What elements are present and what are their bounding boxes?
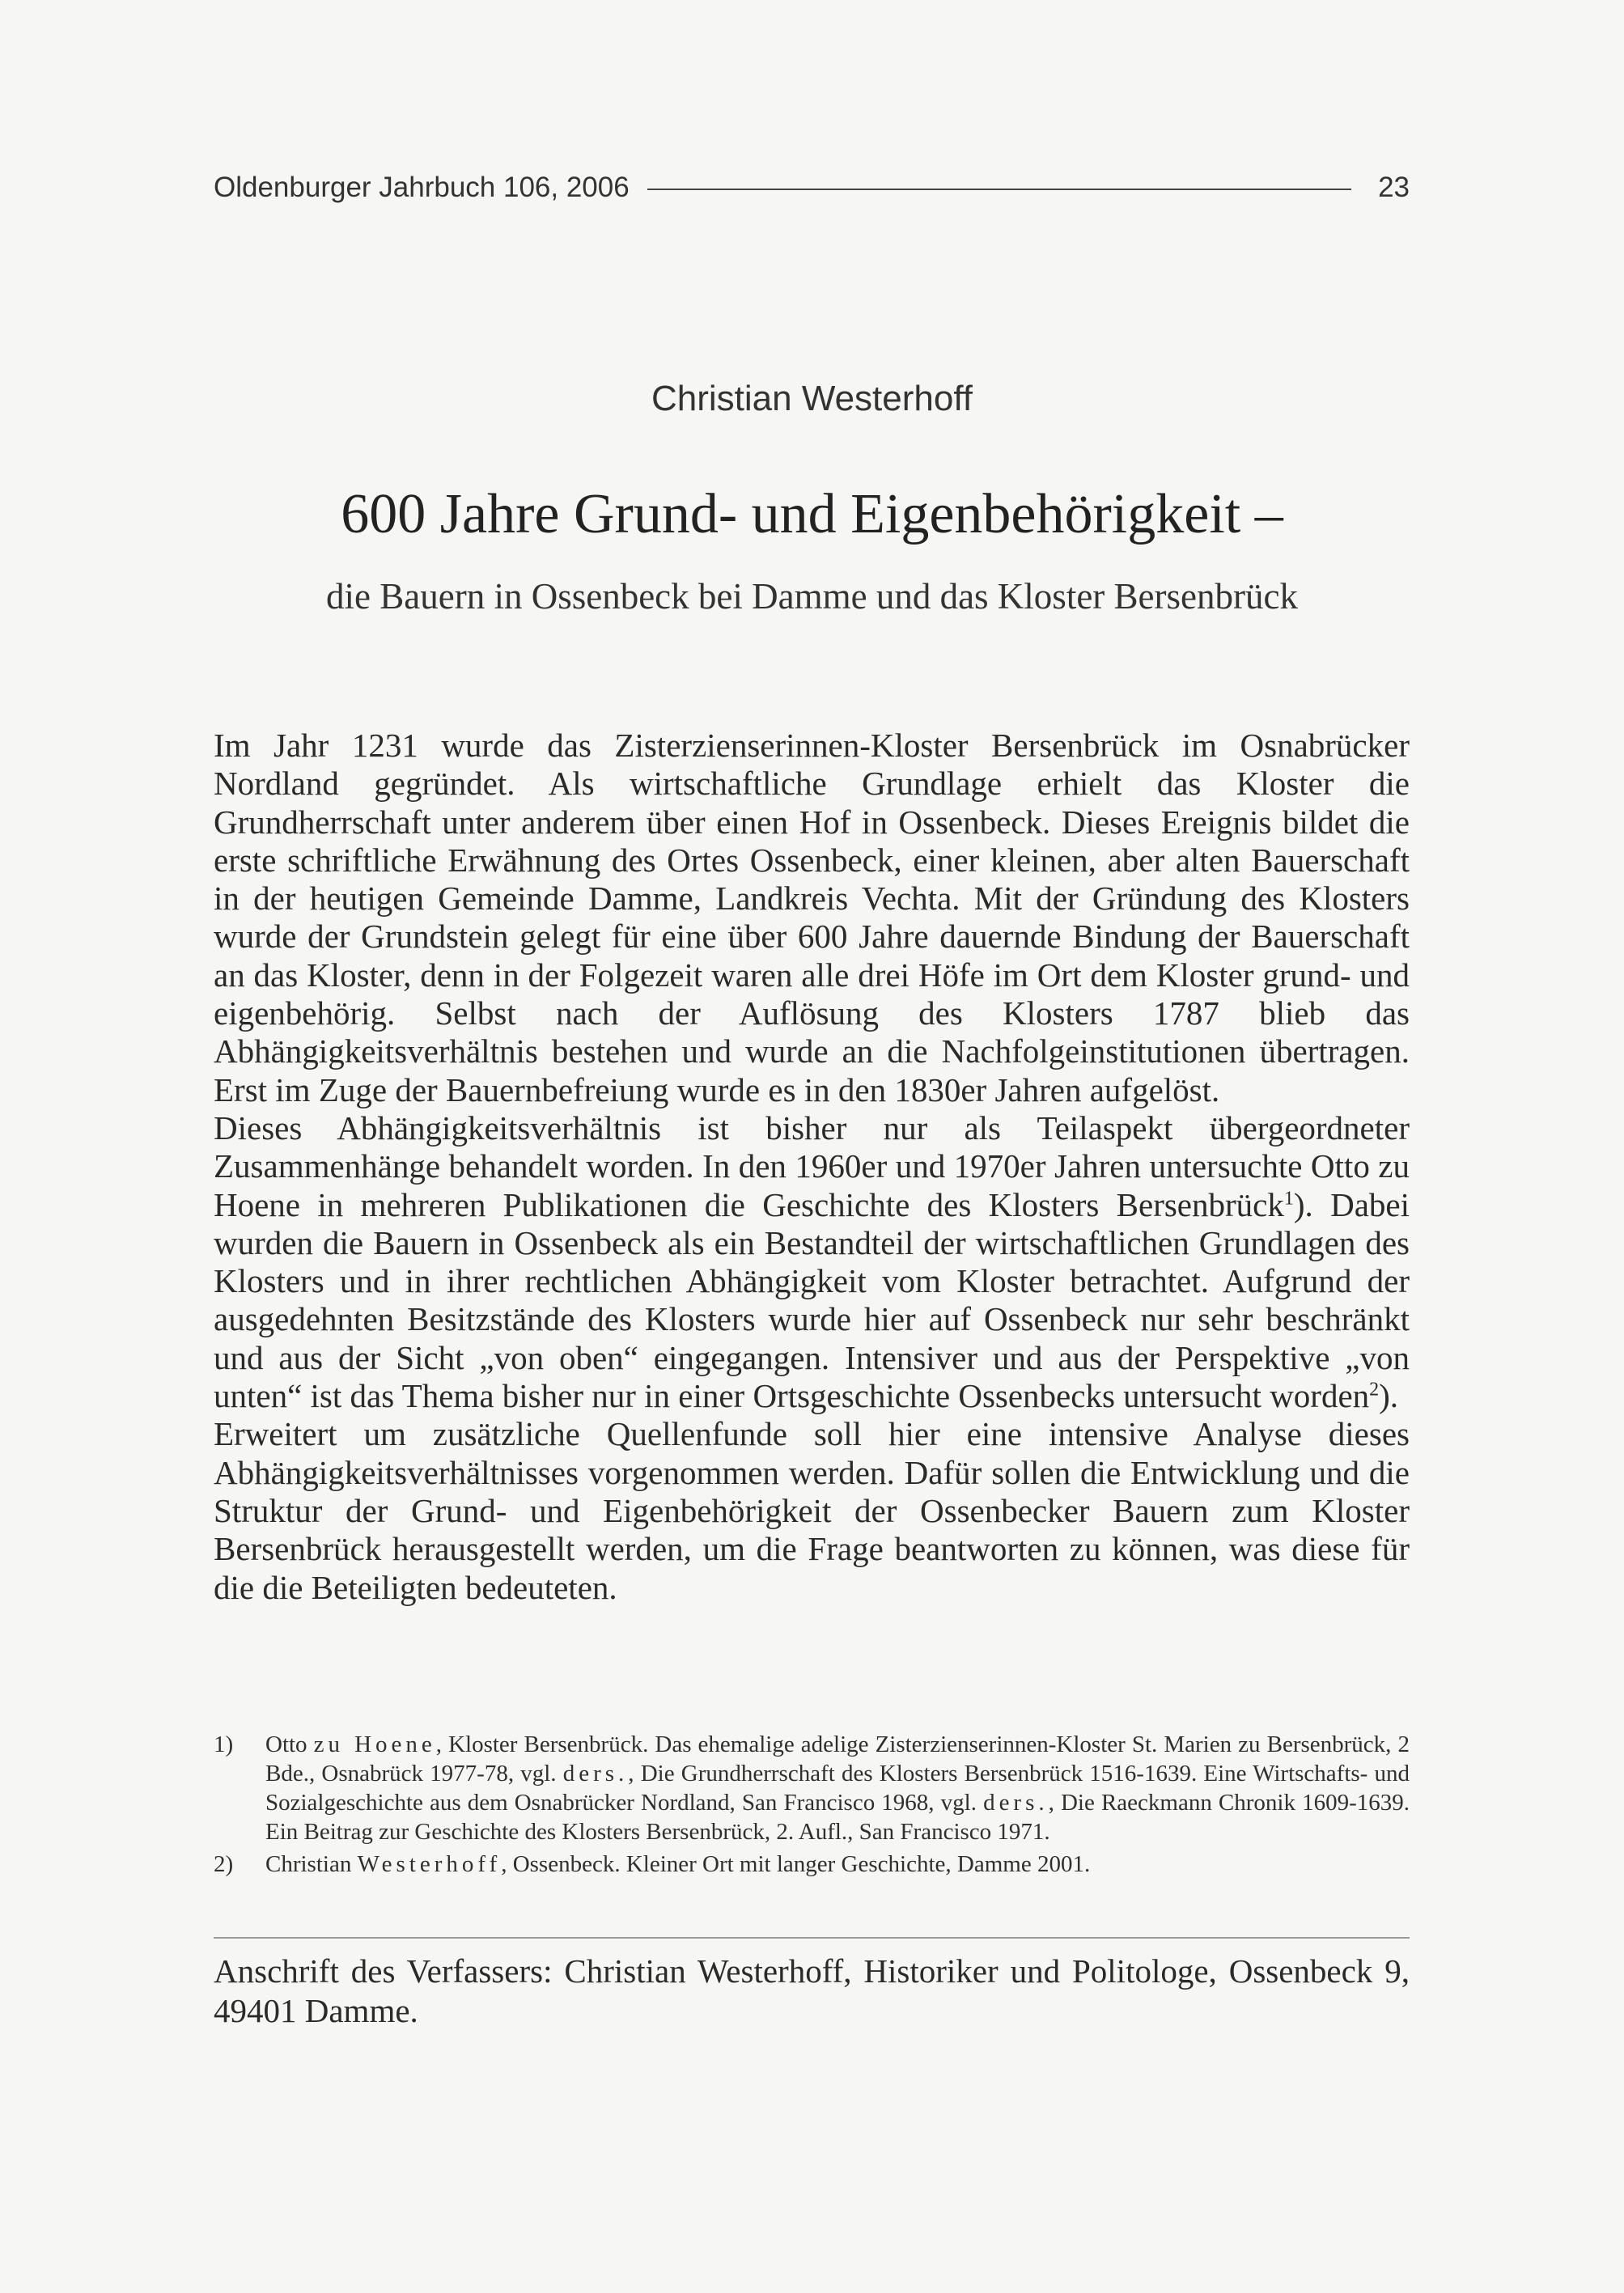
footnote-ref-1: 1	[1283, 1187, 1294, 1209]
journal-title: Oldenburger Jahrbuch 106, 2006	[214, 172, 630, 203]
paragraph-2-text-a: Dieses Abhängigkeitsverhältnis ist bisher nur als Teilaspekt übergeordneter Zusammenhänge behandelt worden. In den 1960er und 1970er Jahren untersuchte Otto zu Hoene in mehreren Publikationen die Geschichte des Klosters Bersenbrück	[214, 1108, 1410, 1223]
footnote-1	[214, 1730, 1410, 1846]
paragraph-3: Erweitert um zusätzliche Quellenfunde soll hier eine intensive Analyse dieses Abhängigkeitsverhältnisses vorgenommen werden. Dafür sollen die Entwicklung und die Struktur der Grund- und Eigenbehörigkeit der Ossenbecker Bauern zum Kloster Bersenbrück herausgestellt werden, um die Frage beantworten zu können, was diese für die die Beteiligten bedeuteten.	[214, 1415, 1410, 1606]
footnotes	[214, 1730, 1410, 1879]
article-author: Christian Westerhoff	[651, 379, 973, 418]
body-text	[214, 727, 1410, 1607]
footnote-author-spaced: zu Hoene	[313, 1731, 436, 1757]
header-rule	[647, 189, 1351, 190]
footnote-2	[214, 1850, 1410, 1879]
paragraph-2-text-b: ). Dabei wurden die Bauern in Ossenbeck als ein Bestandteil der wirtschaftlichen Grundlagen des Klosters und in ihrer rechtlichen Abhängigkeit vom Kloster betrachtet. Aufgrund der ausgedehnten Besitzstände des Klosters wurde hier auf Ossenbeck nur sehr beschränkt und aus der Sicht „von oben“ eingegangen. Intensiver und aus der Perspektive „von unten“ ist das Thema bisher nur in einer Ortsgeschichte Ossenbecks untersucht worden	[214, 1185, 1410, 1415]
page-number: 23	[1378, 172, 1410, 203]
footnote-text-part-b: , Die Grundherrschaft des Klosters Bersenbrück 1516-1639. Eine Wirtschafts- und Sozialgeschichte aus dem Osnabrücker Nordland, San Francisco 1968, vgl.	[265, 1761, 1410, 1816]
address-divider	[214, 1937, 1410, 1939]
footnote-text	[265, 1730, 1410, 1846]
article-title: 600 Jahre Grund- und Eigenbehörigkeit –	[341, 483, 1283, 545]
footnote-text-rest: , Ossenbeck. Kleiner Ort mit langer Geschichte, Damme 2001.	[501, 1851, 1091, 1877]
footnote-text	[265, 1850, 1410, 1879]
footnote-text-part-a: , Kloster Bersenbrück. Das ehemalige adelige Zisterzienserinnen-Kloster St. Marien zu Bersenbrück, 2 Bde., Osnabrück 1977-78, vgl.	[265, 1731, 1410, 1787]
footnote-text-pre: Otto	[265, 1731, 314, 1757]
footnote-author-spaced: Westerhoff	[357, 1851, 502, 1877]
footnote-text-pre: Christian	[265, 1851, 358, 1877]
footnote-ref-2: 2	[1369, 1379, 1380, 1401]
footnote-number: 2)	[214, 1851, 234, 1877]
author-address: Anschrift des Verfassers: Christian Westerhoff, Historiker und Politologe, Ossenbeck 9, 49401 Damme.	[214, 1952, 1410, 2029]
article-subtitle: die Bauern in Ossenbeck bei Damme und das Kloster Bersenbrück	[326, 576, 1298, 617]
footnote-ders: ders.	[562, 1761, 629, 1787]
running-header	[214, 167, 1410, 209]
paragraph-2	[214, 1109, 1410, 1415]
paragraph-1: Im Jahr 1231 wurde das Zisterzienserinnen-Kloster Bersenbrück im Osnabrücker Nordland gegründet. Als wirtschaftliche Grundlage erhielt das Kloster die Grundherrschaft unter anderem über einen Hof in Ossenbeck. Dieses Ereignis bildet die erste schriftliche Erwähnung des Ortes Ossenbeck, einer kleinen, aber alten Bauerschaft in der heutigen Gemeinde Damme, Landkreis Vechta. Mit der Gründung des Klosters wurde der Grundstein gelegt für eine über 600 Jahre dauernde Bindung der Bauerschaft an das Kloster, denn in der Folgezeit waren alle drei Höfe im Ort dem Kloster grund- und eigenbehörig. Selbst nach der Auflösung des Klosters 1787 blieb das Abhängigkeitsverhältnis bestehen und wurde an die Nachfolgeinstitutionen übertragen. Erst im Zuge der Bauernbefreiung wurde es in den 1830er Jahren aufgelöst.	[214, 727, 1410, 1108]
footnote-ders: ders.	[983, 1790, 1049, 1816]
footnote-text-part-c: , Die Raeckmann Chronik 1609-1639. Ein Beitrag zur Geschichte des Klosters Bersenbrück, 2. Aufl., San Francisco 1971.	[265, 1790, 1410, 1845]
paragraph-2-text-c: ).	[1379, 1377, 1399, 1415]
footnote-number: 1)	[214, 1731, 234, 1757]
